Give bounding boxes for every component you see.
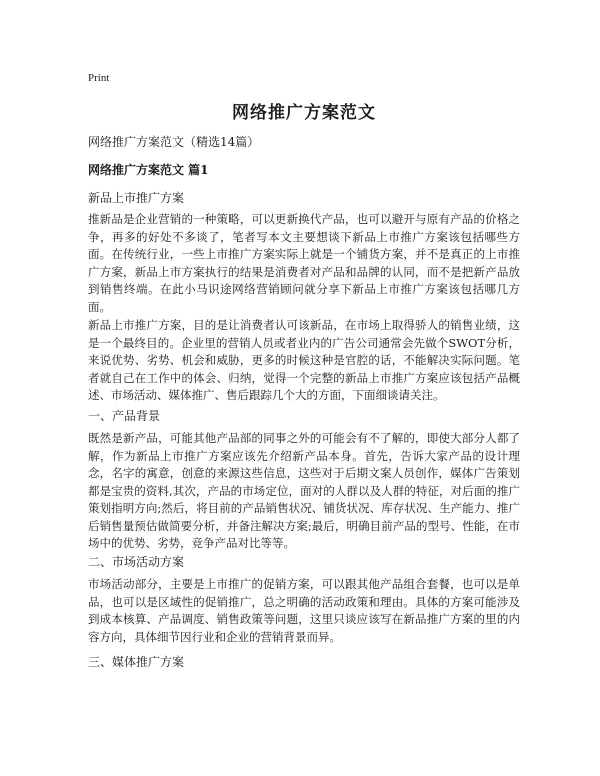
intro-label: 新品上市推广方案	[88, 191, 185, 205]
heading-media-promotion: 三、媒体推广方案	[88, 655, 185, 669]
section-heading: 网络推广方案范文 篇1	[88, 163, 209, 177]
heading-market-activity: 二、市场活动方案	[88, 555, 185, 569]
paragraph-2: 新品上市推广方案，目的是让消费者认可该新品，在市场上取得骄人的销售业绩，这是一个最终目的。企业里的营销人员或者业内的广告公司通常会先做个SWOT分析，来说优势、劣势、机会和威胁，更多的时候这种是官腔的话，不能解决实际问题。笔者就自己在工作中的体会、归纳，觉得一个完整的新品上市推广方案应该包括产品概述、市场活动、媒体推广、售后跟踪几个大的方面，下面细谈请关注。	[88, 318, 520, 402]
paragraph-3: 既然是新产品，可能其他产品部的同事之外的可能会有不了解的，即使大部分人都了解，作为新品上市推广方案应该先介绍新产品本身。首先，告诉大家产品的设计理念，名字的寓意，创意的来源这些信息，这些对于后期文案人员创作，媒体广告策划都是宝贵的资料,其次，产品的市场定位，面对的人群以及人群的特征，对后面的推广策划指明方向;然后，将目前的产品销售状况、铺货状况、库存状况、生产能力、推广后销售量预估做简要分析，并备注解决方案;最后，明确目前产品的型号、性能，在市场中的优势、劣势，竞争产品对比等等。	[88, 431, 520, 550]
document-title: 网络推广方案范文	[232, 103, 376, 123]
document-subtitle: 网络推广方案范文（精选14篇）	[88, 135, 260, 149]
print-link[interactable]: Print	[88, 72, 110, 84]
paragraph-4: 市场活动部分，主要是上市推广的促销方案，可以跟其他产品组合套餐，也可以是单品，也可以是区域性的促销推广，总之明确的活动政策和理由。具体的方案可能涉及到成本核算、产品调度、销售政策等问题，这里只谈应该写在新品推广方案的里的内容方向，具体细节因行业和企业的营销背景而异。	[88, 577, 520, 644]
heading-product-background: 一、产品背景	[88, 409, 161, 423]
paragraph-1: 推新品是企业营销的一种策略，可以更新换代产品，也可以避开与原有产品的价格之争，再多的好处不多谈了，笔者写本文主要想谈下新品上市推广方案该包括哪些方面。在传统行业，一些上市推广方案实际上就是一个铺货方案，并不是真正的上市推广方案，新品上市方案执行的结果是消费者对产品和品牌的认同，而不是把新产品放到销售终端。在此小马识途网络营销顾问就分享下新品上市推广方案该包括哪几方面。	[88, 212, 520, 314]
